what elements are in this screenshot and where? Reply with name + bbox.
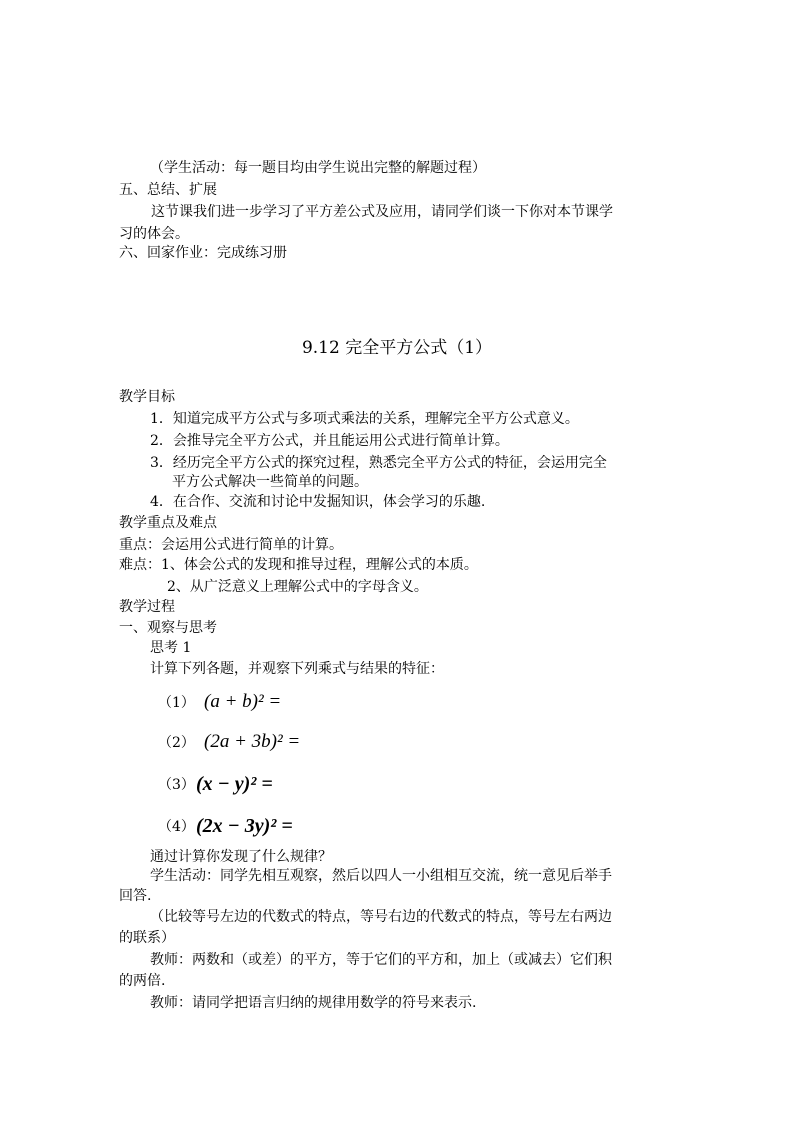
teacher-line: 的两倍. (119, 973, 166, 989)
formula-expression: (2x − 3y)² = (196, 814, 293, 837)
difficulty-line: 难点：1、体会公式的发现和推导过程，理解公式的本质。 (119, 557, 478, 573)
formula-label: （1） (158, 695, 195, 711)
formula-row (158, 688, 281, 716)
summary-line: 这节课我们进一步学习了平方差公式及应用，请同学们谈一下你对本节课学 (151, 204, 613, 220)
student-activity-line: 学生活动：同学先相互观察，然后以四人一小组相互交流，统一意见后举手 (150, 868, 612, 884)
page-title: 9.12 完全平方公式（1） (301, 338, 493, 358)
formula-label: （2） (158, 735, 195, 751)
goal-item: 1．知道完成平方公式与多项式乘法的关系，理解完全平方公式意义。 (150, 411, 579, 427)
think-label: 思考 1 (150, 640, 192, 656)
difficulty-line: 2、从广泛意义上理解公式中的字母含义。 (167, 579, 428, 595)
formula-expression: (2a + 3b)² = (204, 731, 301, 752)
formula-expression: (a + b)² = (204, 691, 282, 712)
goal-item: 平方公式解决一些简单的问题。 (172, 474, 368, 490)
goal-item: 4．在合作、交流和讨论中发掘知识，体会学习的乐趣. (150, 494, 486, 510)
formula-label: （3） (158, 777, 195, 793)
teacher-line: 教师：两数和（或差）的平方，等于它们的平方和，加上（或减去）它们积 (150, 952, 612, 968)
teacher-line: 教师：请同学把语言归纳的规律用数学的符号来表示. (150, 995, 477, 1011)
process-heading: 教学过程 (119, 599, 175, 615)
section-heading: 一、观察与思考 (119, 620, 217, 636)
formula-row (158, 728, 300, 756)
homework-line: 六、回家作业：完成练习册 (119, 245, 287, 261)
goal-item: 2．会推导完全平方公式，并且能运用公式进行简单计算。 (150, 433, 509, 449)
focus-line: 重点：会运用公式进行简单的计算。 (119, 537, 343, 553)
instruction-line: 计算下列各题，并观察下列乘式与结果的特征： (150, 661, 444, 677)
key-points-heading: 教学重点及难点 (119, 515, 217, 531)
formula-label: （4） (158, 819, 195, 835)
summary-line: 习的体会。 (119, 226, 189, 242)
question-line: 通过计算你发现了什么规律？ (150, 849, 332, 865)
student-activity-line: 回答. (119, 888, 152, 904)
goal-item: 3．经历完全平方公式的探究过程，熟悉完全平方公式的特征，会运用完全 (150, 455, 607, 471)
formula-expression: (x − y)² = (196, 772, 273, 795)
formula-row (158, 812, 293, 840)
goals-heading: 教学目标 (119, 389, 175, 405)
activity-note: （学生活动：每一题目均由学生说出完整的解题过程） (150, 160, 486, 176)
formula-row (158, 770, 273, 798)
summary-heading: 五、总结、扩展 (119, 182, 217, 198)
compare-line: 的联系） (119, 930, 175, 946)
compare-line: （比较等号左边的代数式的特点，等号右边的代数式的特点，等号左右两边 (150, 909, 612, 925)
